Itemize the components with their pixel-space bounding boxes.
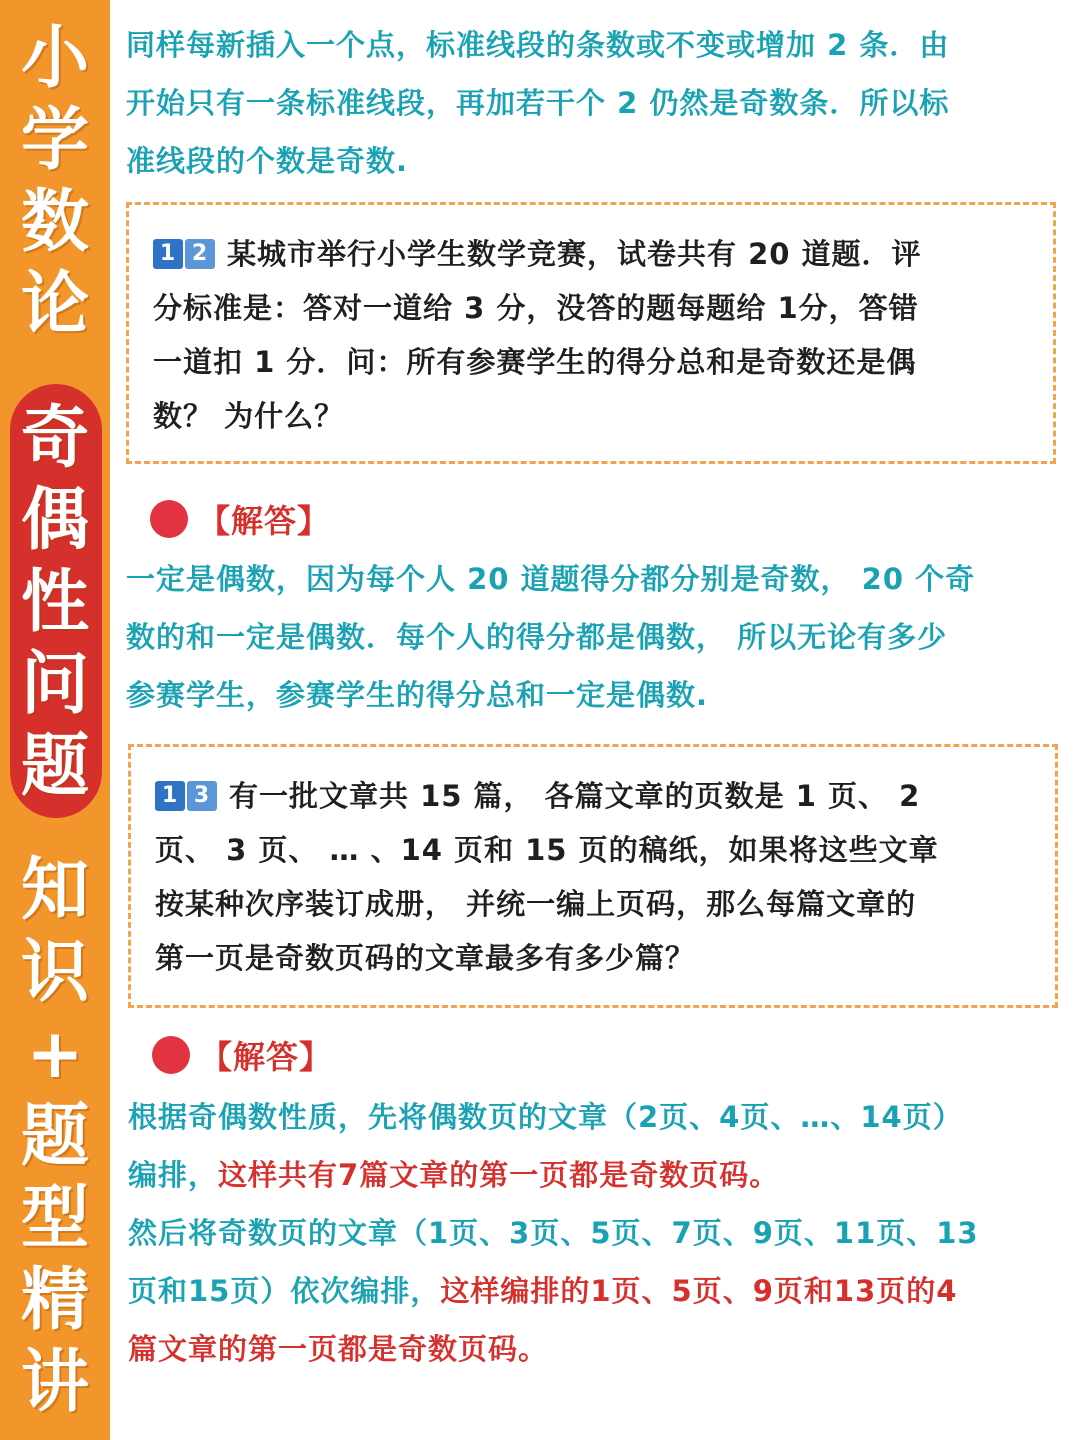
question-number-badge	[155, 781, 217, 811]
sidebar-title-topic	[0, 398, 110, 808]
red-dot-icon	[152, 1036, 190, 1074]
question-line: 页、 3 页、 … 、14 页和 15 页的稿纸，如果将这些文章	[155, 833, 939, 867]
question-line: 分标准是：答对一道给 3 分，没答的题每题给 1分，答错	[153, 291, 919, 325]
answer-highlight: 这样编排的1页、5页、9页和13页的4	[440, 1274, 958, 1308]
answer-highlight: 这样共有7篇文章的第一页都是奇数页码。	[218, 1158, 780, 1192]
question-line: 第一页是奇数页码的文章最多有多少篇？	[155, 941, 696, 975]
sidebar-char: +	[26, 1015, 84, 1094]
intro-line: 同样每新插入一个点，标准线段的条数或不变或增加 2 条．由	[126, 28, 950, 62]
red-dot-icon	[150, 500, 188, 538]
question-13-text	[155, 769, 1037, 985]
sidebar-char: 识	[20, 933, 89, 1012]
intro-paragraph	[126, 16, 1062, 190]
sidebar-char: 性	[20, 563, 89, 642]
sidebar-char: 奇	[20, 399, 89, 478]
sidebar-char: 论	[20, 265, 89, 344]
question-13-box	[128, 744, 1058, 1008]
badge-digit: 2	[185, 239, 215, 269]
sidebar-char: 数	[20, 183, 89, 262]
badge-digit: 1	[153, 239, 183, 269]
badge-digit: 1	[155, 781, 185, 811]
question-line: 有一批文章共 15 篇， 各篇文章的页数是 1 页、 2	[229, 779, 921, 813]
question-line: 一道扣 1 分．问：所有参赛学生的得分总和是奇数还是偶	[153, 345, 917, 379]
sidebar-char: 小	[20, 19, 89, 98]
answer-2-heading	[152, 1032, 332, 1078]
answer-1-heading	[150, 496, 330, 542]
sidebar-title-bottom	[0, 850, 110, 1424]
sidebar-char: 题	[20, 1097, 89, 1176]
question-line: 某城市举行小学生数学竞赛，试卷共有 20 道题．评	[227, 237, 922, 271]
answer-line: 然后将奇数页的文章（1页、3页、5页、7页、9页、11页、13	[128, 1216, 979, 1250]
answer-label: 【解答】	[198, 502, 331, 540]
sidebar-char: 精	[20, 1261, 89, 1340]
question-line: 按某种次序装订成册， 并统一编上页码，那么每篇文章的	[155, 887, 917, 921]
sidebar-char: 知	[20, 851, 89, 930]
sidebar-title-top	[0, 18, 110, 346]
sidebar-char: 题	[20, 727, 89, 806]
answer-line: 页和15页）依次编排，	[128, 1274, 441, 1308]
question-line: 数？ 为什么？	[153, 399, 345, 433]
answer-highlight: 篇文章的第一页都是奇数页码。	[128, 1332, 549, 1366]
sidebar-char: 学	[20, 101, 89, 180]
answer-line: 数的和一定是偶数．每个人的得分都是偶数， 所以无论有多少	[126, 620, 948, 654]
answer-line: 根据奇偶数性质，先将偶数页的文章（2页、4页、…、14页）	[128, 1100, 963, 1134]
answer-line: 参赛学生，参赛学生的得分总和一定是偶数.	[126, 678, 709, 712]
sidebar	[0, 0, 110, 1440]
intro-line: 准线段的个数是奇数.	[126, 144, 409, 178]
question-12-box	[126, 202, 1056, 464]
question-12-text	[153, 227, 1035, 443]
answer-2-text	[128, 1088, 1064, 1378]
answer-1-text	[126, 550, 1062, 724]
question-number-badge	[153, 239, 215, 269]
sidebar-char: 问	[20, 645, 89, 724]
answer-label: 【解答】	[200, 1038, 333, 1076]
answer-line: 编排，	[128, 1158, 219, 1192]
badge-digit: 3	[187, 781, 217, 811]
sidebar-char: 讲	[20, 1343, 89, 1422]
answer-line: 一定是偶数，因为每个人 20 道题得分都分别是奇数， 20 个奇	[126, 562, 976, 596]
intro-line: 开始只有一条标准线段，再加若干个 2 仍然是奇数条．所以标	[126, 86, 950, 120]
sidebar-char: 偶	[20, 481, 89, 560]
sidebar-char: 型	[20, 1179, 89, 1258]
